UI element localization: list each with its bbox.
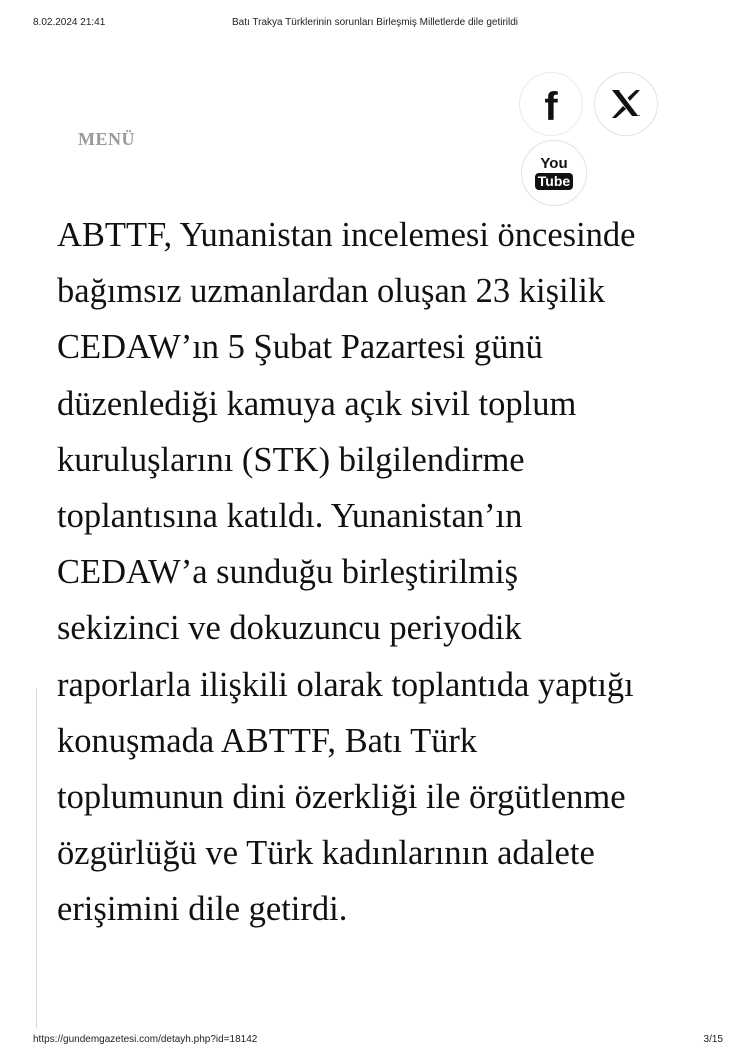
article-line: özgürlüğü ve Türk kadınlarının adalete — [57, 834, 595, 873]
print-url: https://gundemgazetesi.com/detayh.php?id=18142 — [33, 1034, 258, 1045]
left-margin-rule — [36, 688, 37, 1028]
youtube-link[interactable] — [521, 140, 587, 206]
article-line: CEDAW’ın 5 Şubat Pazartesi günü — [57, 328, 543, 367]
print-page-title: Batı Trakya Türklerinin sorunları Birleşmiş Milletlerde dile getirildi — [231, 17, 519, 28]
article-line: kuruluşlarını (STK) bilgilendirme — [57, 440, 525, 479]
article-line: toplumunun dini özerkliği ile örgütlenme — [57, 778, 626, 817]
print-date: 8.02.2024 21:41 — [33, 17, 106, 28]
print-page-number: 3/15 — [703, 1034, 723, 1045]
youtube-icon-you: You — [540, 155, 568, 172]
print-header — [0, 17, 750, 31]
article-body — [57, 207, 717, 938]
facebook-link[interactable] — [519, 72, 583, 136]
article-line: erişimini dile getirdi. — [57, 890, 348, 929]
print-footer — [0, 1034, 750, 1048]
facebook-icon: f — [544, 85, 558, 129]
article-line: konuşmada ABTTF, Batı Türk — [57, 721, 478, 760]
youtube-icon — [535, 156, 573, 190]
menu-button[interactable]: MENÜ — [78, 129, 135, 149]
article-line: CEDAW’a sunduğu birleştirilmiş — [57, 553, 519, 592]
youtube-icon-tube: Tube — [535, 173, 573, 190]
article-line: sekizinci ve dokuzuncu periyodik — [57, 609, 522, 648]
article-line: toplantısına katıldı. Yunanistan’ın — [57, 497, 523, 536]
x-twitter-icon — [606, 84, 646, 124]
article-line: bağımsız uzmanlardan oluşan 23 kişilik — [57, 272, 606, 311]
x-twitter-link[interactable] — [594, 72, 658, 136]
article-line: düzenlediği kamuya açık sivil toplum — [57, 384, 577, 423]
article-line: raporlarla ilişkili olarak toplantıda yaptığı — [57, 665, 634, 704]
article-line: ABTTF, Yunanistan incelemesi öncesinde — [57, 216, 636, 254]
